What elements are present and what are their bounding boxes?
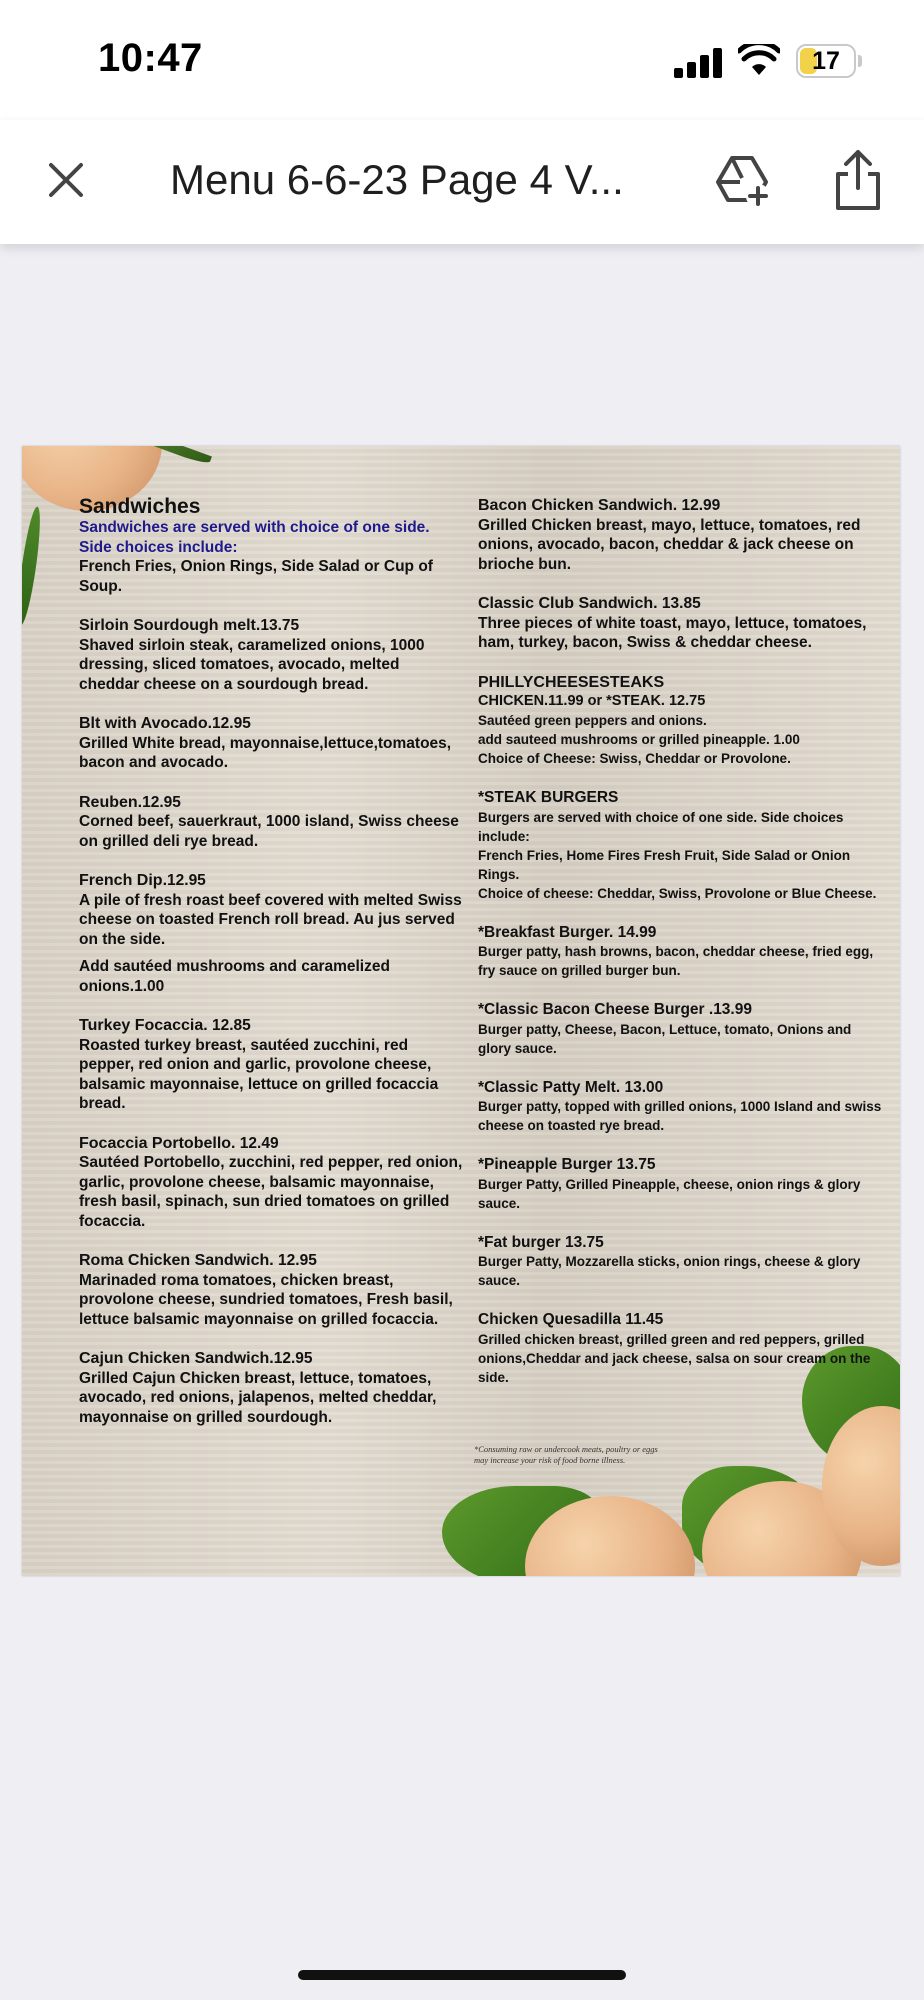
menu-item-name: Chicken Quesadilla bbox=[478, 1311, 621, 1328]
menu-item-price: 12.95 bbox=[167, 872, 206, 889]
menu-item-heading bbox=[79, 714, 464, 734]
menu-item-price: 12.49 bbox=[235, 1134, 279, 1152]
menu-item-name: French Dip. bbox=[79, 872, 168, 889]
menu-item bbox=[478, 1310, 888, 1387]
menu-item bbox=[79, 1134, 464, 1232]
menu-item-description: Burger Patty, Mozzarella sticks, onion rings, cheese & glory sauce. bbox=[478, 1254, 861, 1288]
menu-item-heading bbox=[478, 1000, 888, 1020]
battery-level: 17 bbox=[812, 47, 840, 75]
menu-item-description: Marinaded roma tomatoes, chicken breast, provolone cheese, sundried tomatoes, Fresh basil, lettuce balsamic mayonnaise on grilled focaccia. bbox=[79, 1271, 453, 1328]
menu-item bbox=[79, 871, 464, 996]
menu-item bbox=[478, 1078, 888, 1136]
philly-prices: CHICKEN.11.99 or *STEAK. 12.75 bbox=[478, 693, 706, 709]
menu-item-heading bbox=[478, 1233, 888, 1253]
menu-item-description: Grilled Chicken breast, mayo, lettuce, tomatoes, red onions, avocado, bacon, cheddar & jack cheese on brioche bun. bbox=[478, 516, 861, 573]
menu-item-price: 13.00 bbox=[620, 1078, 664, 1096]
philly-title: PHILLYCHEESESTEAKS bbox=[478, 673, 665, 691]
menu-item-heading bbox=[478, 1310, 888, 1330]
add-to-drive-icon[interactable] bbox=[710, 148, 774, 212]
burgers-title: *STEAK BURGERS bbox=[478, 789, 619, 806]
menu-item-heading bbox=[79, 1251, 464, 1271]
menu-item-description: Burger patty, hash browns, bacon, cheddar cheese, fried egg, fry sauce on grilled burger bun. bbox=[478, 944, 874, 978]
menu-item bbox=[79, 714, 464, 773]
menu-item-price: 12.95 bbox=[273, 1350, 313, 1367]
menu-right-column bbox=[478, 496, 888, 1407]
menu-item-name: Bacon Chicken Sandwich. bbox=[478, 497, 678, 514]
menu-item-price: 14.99 bbox=[613, 923, 657, 941]
cellular-signal-icon bbox=[674, 48, 724, 78]
wifi-icon bbox=[738, 44, 780, 78]
battery-cap bbox=[858, 55, 862, 67]
home-indicator[interactable] bbox=[298, 1970, 626, 1980]
section-title-sandwiches: Sandwiches bbox=[79, 495, 201, 518]
menu-item-heading bbox=[79, 1016, 464, 1036]
document-title: Menu 6-6-23 Page 4 V... bbox=[170, 156, 624, 203]
menu-item-name: Turkey Focaccia. bbox=[79, 1017, 208, 1034]
menu-item bbox=[79, 1349, 464, 1427]
sandwiches-intro: Sandwiches are served with choice of one side. Side choices include: bbox=[79, 519, 430, 556]
menu-item-description: Three pieces of white toast, mayo, lettuce, tomatoes, ham, turkey, bacon, Swiss & cheddar cheese. bbox=[478, 614, 867, 651]
status-time: 10:47 bbox=[98, 36, 203, 80]
menu-item-heading bbox=[79, 793, 464, 813]
sandwiches-side-choices: French Fries, Onion Rings, Side Salad or Cup of Soup. bbox=[79, 558, 433, 595]
menu-item-description: Burger patty, topped with grilled onions, 1000 Island and swiss cheese on toasted rye bread. bbox=[478, 1099, 882, 1133]
menu-item bbox=[478, 1155, 888, 1213]
menu-item-heading bbox=[478, 594, 888, 614]
menu-item-description: Burger patty, Cheese, Bacon, Lettuce, tomato, Onions and glory sauce. bbox=[478, 1021, 852, 1056]
menu-item bbox=[478, 923, 888, 981]
menu-item-price: 13.75 bbox=[560, 1233, 604, 1251]
menu-item bbox=[79, 1016, 464, 1114]
menu-item-name: Classic Club Sandwich. bbox=[478, 595, 658, 612]
menu-item-description: A pile of fresh roast beef covered with melted Swiss cheese on toasted French roll bread. Au jus served on the side. bbox=[79, 891, 462, 948]
menu-item-heading bbox=[478, 1078, 888, 1098]
food-safety-disclaimer: *Consuming raw or undercook meats, poultry or eggs may increase your risk of food borne illness. bbox=[474, 1444, 658, 1465]
menu-item-heading bbox=[79, 616, 464, 636]
menu-item bbox=[478, 496, 888, 574]
menu-item-price: 12.85 bbox=[207, 1017, 251, 1034]
burgers-cheese: Choice of cheese: Cheddar, Swiss, Provolone or Blue Cheese. bbox=[478, 885, 877, 901]
menu-item-price: 12.95 bbox=[142, 793, 181, 811]
menu-item bbox=[79, 616, 464, 694]
menu-page bbox=[22, 446, 900, 1576]
menu-item-heading bbox=[478, 1155, 888, 1175]
menu-item-price: 12.95 bbox=[273, 1252, 317, 1269]
menu-item-description: Grilled Cajun Chicken breast, lettuce, tomatoes, avocado, red onions, jalapenos, melted cheddar, mayonnaise on grilled sourdough. bbox=[79, 1369, 437, 1426]
menu-item bbox=[478, 1233, 888, 1291]
menu-item bbox=[79, 1251, 464, 1329]
menu-item-name: *Classic Patty Melt. bbox=[478, 1078, 621, 1096]
menu-item bbox=[478, 594, 888, 653]
menu-item-price: 12.99 bbox=[677, 497, 721, 514]
menu-item-name: Cajun Chicken Sandwich. bbox=[79, 1350, 274, 1367]
menu-left-column bbox=[79, 496, 464, 1447]
menu-item-heading bbox=[79, 1349, 464, 1369]
menu-item-name: Sirloin Sourdough melt. bbox=[79, 617, 261, 634]
philly-section bbox=[478, 673, 888, 769]
menu-item-name: *Classic Bacon Cheese Burger bbox=[478, 1001, 705, 1018]
burgers-sides: French Fries, Home Fires Fresh Fruit, Side Salad or Onion Rings. bbox=[478, 847, 851, 882]
menu-item-heading bbox=[478, 496, 888, 516]
menu-item-price: 13.75 bbox=[612, 1156, 656, 1173]
philly-line-3: Choice of Cheese: Swiss, Cheddar or Provolone. bbox=[478, 751, 791, 766]
menu-item-name: Blt with Avocado. bbox=[79, 715, 213, 732]
status-bar bbox=[0, 0, 924, 120]
menu-item-price: 13.75 bbox=[260, 617, 300, 634]
menu-item-name: Roma Chicken Sandwich. bbox=[79, 1252, 274, 1269]
menu-item-price: .13.99 bbox=[704, 1001, 752, 1018]
battery-icon bbox=[796, 44, 856, 78]
menu-item-heading bbox=[79, 1134, 464, 1154]
menu-item-description: Shaved sirloin steak, caramelized onions, 1000 dressing, sliced tomatoes, avocado, melted cheddar cheese on a sourdough bread. bbox=[79, 636, 425, 693]
menu-item bbox=[79, 793, 464, 852]
menu-item-heading bbox=[478, 923, 888, 943]
philly-line-2: add sauteed mushrooms or grilled pineapple. 1.00 bbox=[478, 732, 800, 747]
menu-item-name: *Pineapple Burger bbox=[478, 1156, 613, 1173]
burgers-section bbox=[478, 788, 888, 903]
philly-line-1: Sautéed green peppers and onions. bbox=[478, 713, 707, 728]
menu-item-description: Burger Patty, Grilled Pineapple, cheese, onion rings & glory sauce. bbox=[478, 1176, 861, 1211]
menu-item-price: 11.45 bbox=[621, 1311, 664, 1328]
menu-item-description: Sautéed Portobello, zucchini, red pepper, red onion, garlic, provolone cheese, balsamic mayonnaise, fresh basil, spinach, sun dried tomatoes on grilled focaccia. bbox=[79, 1154, 463, 1230]
menu-item-description: Corned beef, sauerkraut, 1000 island, Swiss cheese on grilled deli rye bread. bbox=[79, 813, 459, 850]
menu-item-description: Grilled White bread, mayonnaise,lettuce,tomatoes, bacon and avocado. bbox=[79, 734, 452, 771]
menu-item-name: *Breakfast Burger. bbox=[478, 923, 614, 941]
burgers-intro: Burgers are served with choice of one side. Side choices include: bbox=[478, 809, 844, 844]
menu-item-addon: Add sautéed mushrooms and caramelized onions.1.00 bbox=[79, 958, 390, 995]
menu-item-heading bbox=[79, 871, 464, 891]
menu-item-price: 12.95 bbox=[212, 715, 251, 732]
viewer-toolbar bbox=[0, 120, 924, 244]
close-icon[interactable] bbox=[36, 150, 96, 210]
menu-item-description: Grilled chicken breast, grilled green and red peppers, grilled onions,Cheddar and jack cheese, salsa on sour cream on the side. bbox=[478, 1331, 871, 1385]
menu-item-name: Focaccia Portobello. bbox=[79, 1134, 236, 1152]
herb-decoration bbox=[152, 446, 212, 466]
menu-item-price: 13.85 bbox=[657, 595, 701, 612]
menu-item bbox=[478, 1000, 888, 1058]
menu-item-name: *Fat burger bbox=[478, 1233, 561, 1251]
herb-decoration bbox=[22, 506, 44, 627]
menu-item-description: Roasted turkey breast, sautéed zucchini, red pepper, red onion and garlic, provolone cheese, balsamic mayonnaise, lettuce on grilled focaccia bread. bbox=[79, 1036, 439, 1112]
share-icon[interactable] bbox=[826, 146, 890, 214]
menu-item-name: Reuben. bbox=[79, 793, 143, 811]
